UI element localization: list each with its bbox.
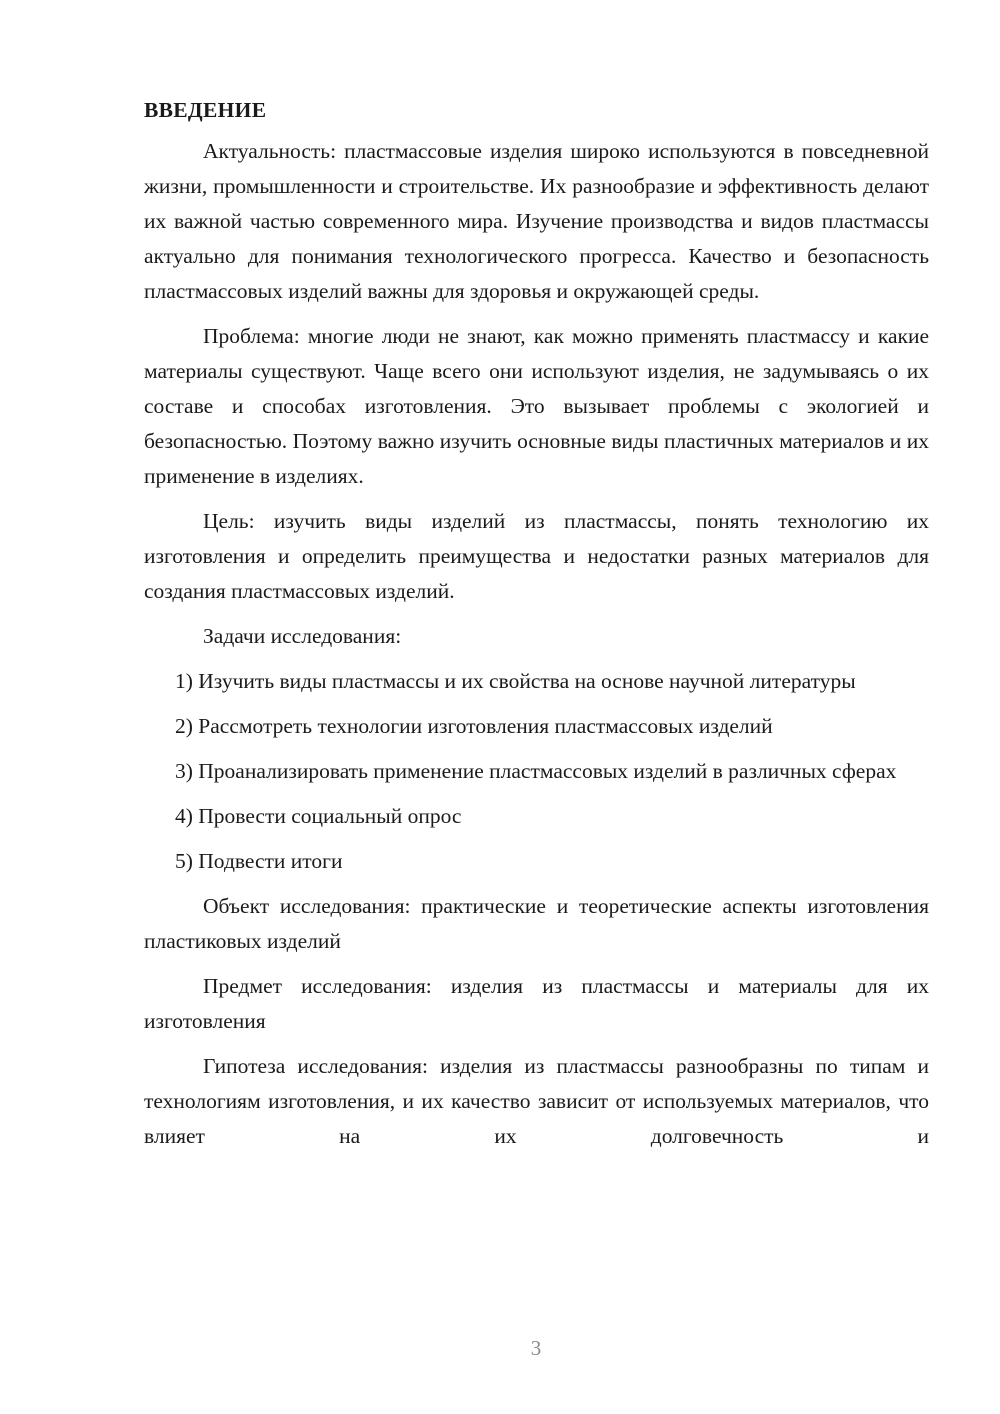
task-item-4: 4) Провести социальный опрос: [175, 804, 462, 828]
object-paragraph: Объект исследования: практические и теоретические аспекты изготовления пластиковых изделий: [144, 894, 929, 953]
page-content: [144, 93, 929, 1164]
tasks-heading: Задачи исследования:: [203, 624, 402, 648]
task-item-5: 5) Подвести итоги: [175, 849, 343, 873]
task-item-1: 1) Изучить виды пластмассы и их свойства на основе научной литературы: [175, 669, 856, 693]
task-item-2: 2) Рассмотреть технологии изготовления пластмассовых изделий: [175, 714, 773, 738]
task-item-3: 3) Проанализировать применение пластмассовых изделий в различных сферах: [175, 759, 897, 783]
page-number: 3: [530, 1336, 542, 1360]
relevance-paragraph: Актуальность: пластмассовые изделия широко используются в повседневной жизни, промышленности и строительстве. Их разнообразие и эффективность делают их важной частью современного мира. Изучение производства и видов пластмассы актуально для понимания технологического прогресса. Качество и безопасность пластмассовых изделий важны для здоровья и окружающей среды.: [144, 139, 929, 303]
problem-paragraph: Проблема: многие люди не знают, как можно применять пластмассу и какие материалы существуют. Чаще всего они используют изделия, не задумываясь о их составе и способах изготовления. Это вызывает проблемы с экологией и безопасностью. Поэтому важно изучить основные виды пластичных материалов и их применение в изделиях.: [144, 324, 929, 488]
subject-paragraph: Предмет исследования: изделия из пластмассы и материалы для их изготовления: [144, 974, 929, 1033]
goal-paragraph: Цель: изучить виды изделий из пластмассы, понять технологию их изготовления и определить преимущества и недостатки разных материалов для создания пластмассовых изделий.: [144, 509, 929, 603]
hypothesis-paragraph: Гипотеза исследования: изделия из пластмассы разнообразны по типам и технологиям изготовления, и их качество зависит от используемых материалов, что влияет на их долговечность и: [144, 1054, 929, 1148]
section-title: ВВЕДЕНИЕ: [144, 98, 267, 122]
